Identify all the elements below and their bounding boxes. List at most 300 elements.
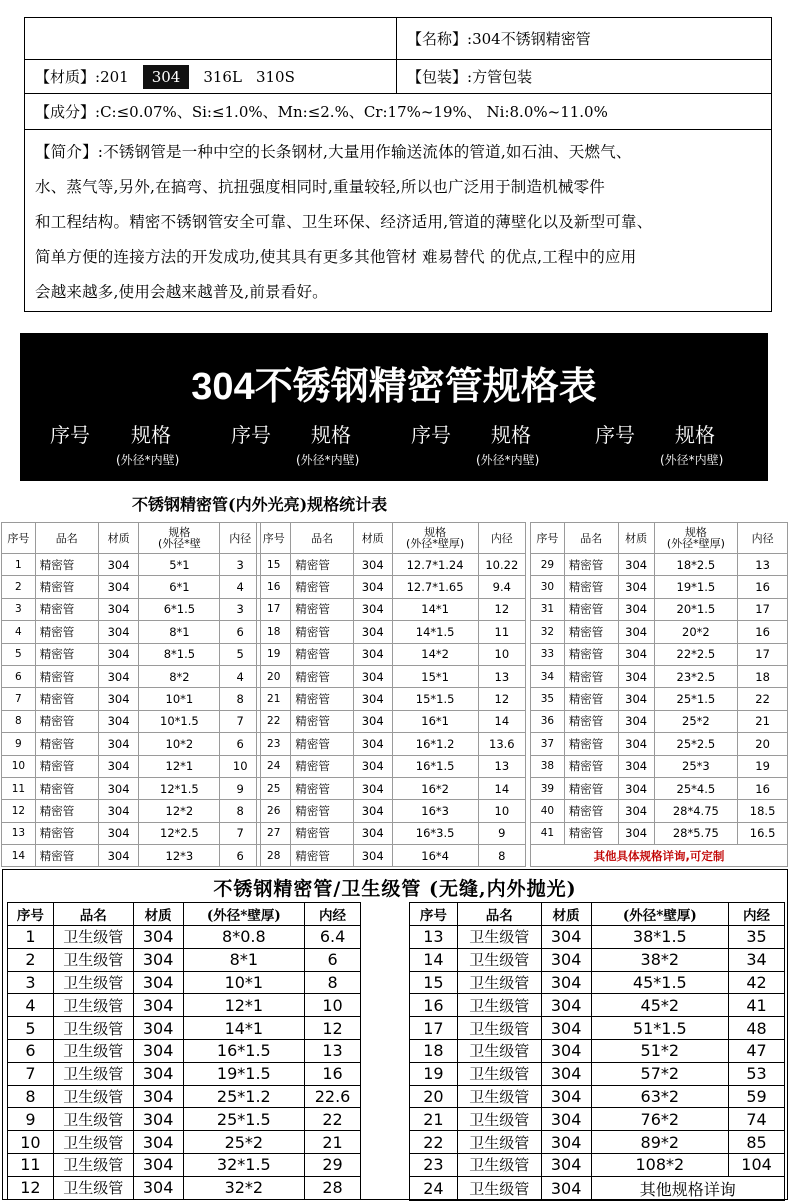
table-header-row: [8, 903, 361, 926]
cell-spec: 45*1.5: [591, 971, 729, 994]
cell-spec: 32*1.5: [183, 1153, 305, 1176]
table-row: [2, 733, 261, 755]
cell-name: 精密管: [291, 643, 353, 665]
cell-material: 304: [618, 822, 654, 844]
cell-name: 卫生级管: [53, 1062, 133, 1085]
cell-seq: 30: [531, 576, 565, 598]
cell-name: 卫生级管: [457, 1062, 541, 1085]
cell-name: 精密管: [35, 621, 98, 643]
cell-seq: 41: [531, 822, 565, 844]
table-row: [531, 665, 788, 687]
table-row: [257, 621, 526, 643]
header-inner-diameter: 内径: [738, 523, 788, 554]
cell-name: 卫生级管: [53, 926, 133, 949]
banner-col-sub: (外径*内壁): [660, 453, 724, 467]
cell-name: 卫生级管: [457, 994, 541, 1017]
header-name: 品名: [564, 523, 618, 554]
cell-inner-diameter: 19: [738, 755, 788, 777]
table-row: [531, 576, 788, 598]
table-row: [531, 755, 788, 777]
cell-name: 精密管: [564, 643, 618, 665]
cell-material: 304: [618, 800, 654, 822]
cell-name: 精密管: [291, 688, 353, 710]
cell-seq: 7: [2, 688, 36, 710]
cell-name: 精密管: [564, 733, 618, 755]
info-package-cell: [397, 60, 771, 93]
cell-seq: 19: [257, 643, 291, 665]
cell-name: 精密管: [564, 688, 618, 710]
cell-spec: 14*2: [392, 643, 478, 665]
cell-seq: 35: [531, 688, 565, 710]
cell-spec: 25*2: [654, 710, 738, 732]
table-row: [8, 1062, 361, 1085]
cell-spec: 20*2: [654, 621, 738, 643]
cell-seq: 15: [410, 971, 458, 994]
cell-name: 精密管: [35, 554, 98, 576]
cell-seq: 8: [8, 1085, 54, 1108]
cell-material: 304: [133, 971, 183, 994]
cell-spec: 5*1: [139, 554, 220, 576]
cell-inner-diameter: 9.4: [478, 576, 525, 598]
cell-name: 精密管: [564, 598, 618, 620]
cell-material: 304: [98, 598, 139, 620]
cell-spec: 25*1.5: [654, 688, 738, 710]
intro-label: 【简介】:: [35, 143, 104, 161]
table-row: [531, 554, 788, 576]
cell-seq: 22: [410, 1131, 458, 1154]
cell-material: 304: [98, 554, 139, 576]
header-inner-diameter: 内经: [305, 903, 361, 926]
cell-seq: 15: [257, 554, 291, 576]
info-name-cell: [397, 18, 771, 59]
table-row: [2, 845, 261, 867]
table-row: [257, 576, 526, 598]
cell-inner-diameter: 104: [729, 1153, 785, 1176]
table-row: [8, 1085, 361, 1108]
cell-material: 304: [133, 1153, 183, 1176]
cell-material: 304: [133, 1085, 183, 1108]
sanitary-tube-table: [2, 869, 788, 1200]
cell-name: 精密管: [35, 777, 98, 799]
cell-material: 304: [133, 948, 183, 971]
cell-name: 精密管: [291, 576, 353, 598]
table1-body-a: [2, 523, 261, 867]
table-row: [257, 665, 526, 687]
cell-material: 304: [133, 1131, 183, 1154]
cell-inner-diameter: 13: [305, 1039, 361, 1062]
cell-spec: 8*1.5: [139, 643, 220, 665]
cell-inner-diameter: 16: [738, 777, 788, 799]
banner-col-sub: (外径*内壁): [296, 453, 360, 467]
name-label: 【名称】:: [407, 30, 473, 48]
cell-seq: 38: [531, 755, 565, 777]
table-header-row: [410, 903, 785, 926]
cell-spec: 18*2.5: [654, 554, 738, 576]
banner-col-spec: 规格: [131, 423, 171, 447]
cell-name: 卫生级管: [53, 1017, 133, 1040]
cell-seq: 11: [8, 1153, 54, 1176]
cell-spec: 10*1.5: [139, 710, 220, 732]
cell-spec: 10*1: [139, 688, 220, 710]
cell-name: 精密管: [35, 710, 98, 732]
table2-title: 不锈钢精密管/卫生级管 (无缝,内外抛光): [213, 878, 577, 900]
cell-inner-diameter: 13.6: [478, 733, 525, 755]
cell-spec-note: 其他规格详询: [591, 1176, 784, 1200]
cell-spec: 8*2: [139, 665, 220, 687]
cell-spec: 14*1.5: [392, 621, 478, 643]
cell-seq: 9: [8, 1108, 54, 1131]
table-row: [2, 822, 261, 844]
cell-seq: 4: [8, 994, 54, 1017]
cell-inner-diameter: 9: [220, 777, 261, 799]
cell-inner-diameter: 11: [478, 621, 525, 643]
cell-inner-diameter: 16: [305, 1062, 361, 1085]
cell-spec: 8*1: [183, 948, 305, 971]
cell-seq: 32: [531, 621, 565, 643]
cell-seq: 4: [2, 621, 36, 643]
cell-material: 304: [618, 598, 654, 620]
cell-seq: 20: [257, 665, 291, 687]
cell-name: 精密管: [291, 598, 353, 620]
cell-inner-diameter: 22.6: [305, 1085, 361, 1108]
table-row: [257, 777, 526, 799]
table-row: [257, 688, 526, 710]
table-row: [410, 971, 785, 994]
cell-seq: 5: [2, 643, 36, 665]
cell-inner-diameter: 18: [738, 665, 788, 687]
cell-name: 卫生级管: [457, 948, 541, 971]
cell-material: 304: [133, 1039, 183, 1062]
cell-spec: 6*1.5: [139, 598, 220, 620]
cell-inner-diameter: 17: [738, 598, 788, 620]
cell-spec: 57*2: [591, 1062, 729, 1085]
table-row: [8, 994, 361, 1017]
cell-spec: 10*1: [183, 971, 305, 994]
table-row: [8, 1131, 361, 1154]
cell-material: 304: [353, 688, 392, 710]
table-row: [8, 1176, 361, 1199]
table-row: [410, 994, 785, 1017]
intro-line: 水、蒸气等,另外,在搞弯、抗扭强度相同时,重量较轻,所以也广泛用于制造机械零件: [35, 178, 606, 196]
cell-material: 304: [133, 994, 183, 1017]
table1-block-b: [256, 522, 526, 867]
composition-value: C:≤0.07%、Si:≤1.0%、Mn:≤2.%、Cr:17%~19%、 Ni:8.0%~11.0%: [100, 103, 608, 121]
table1-body-b: [257, 523, 526, 867]
table-row: [257, 822, 526, 844]
cell-name: 卫生级管: [457, 1039, 541, 1062]
cell-spec: 32*2: [183, 1176, 305, 1199]
cell-seq: 23: [257, 733, 291, 755]
table-row: [2, 576, 261, 598]
cell-material: 304: [541, 1108, 591, 1131]
cell-inner-diameter: 10: [478, 800, 525, 822]
cell-spec: 16*3.5: [392, 822, 478, 844]
cell-seq: 1: [2, 554, 36, 576]
info-row-intro: [25, 130, 771, 311]
cell-name: 卫生级管: [457, 971, 541, 994]
cell-spec: 16*1.5: [392, 755, 478, 777]
cell-seq: 6: [2, 665, 36, 687]
cell-spec: 16*3: [392, 800, 478, 822]
intro-line: 简单方便的连接方法的开发成功,使其具有更多其他管材 难易替代 的优点,工程中的应用: [35, 248, 637, 266]
table-header-row: [2, 523, 261, 554]
cell-material: 304: [353, 665, 392, 687]
cell-seq: 20: [410, 1085, 458, 1108]
header-seq: 序号: [8, 903, 54, 926]
cell-material: 304: [98, 845, 139, 867]
intro-line: 和工程结构。精密不锈钢管安全可靠、卫生环保、经济适用,管道的薄壁化以及新型可靠、: [35, 213, 653, 231]
precision-tube-table: [0, 488, 790, 864]
cell-seq: 24: [257, 755, 291, 777]
table-row: [2, 621, 261, 643]
header-inner-diameter: 内径: [220, 523, 261, 554]
table-row: [257, 733, 526, 755]
table-row: [531, 643, 788, 665]
table-row: [2, 643, 261, 665]
cell-material: 304: [353, 710, 392, 732]
table2-block-b: [409, 902, 785, 1201]
table1-body-c: [531, 523, 788, 867]
cell-name: 精密管: [35, 598, 98, 620]
info-row-material: [25, 60, 771, 94]
cell-inner-diameter: 6: [220, 621, 261, 643]
cell-seq: 1: [8, 926, 54, 949]
cell-spec: 89*2: [591, 1131, 729, 1154]
cell-seq: 24: [410, 1176, 458, 1200]
cell-material: 304: [541, 1153, 591, 1176]
cell-spec: 25*3: [654, 755, 738, 777]
banner-col-seq: 序号: [50, 423, 90, 447]
cell-material: 304: [98, 688, 139, 710]
cell-material: 304: [541, 1176, 591, 1200]
cell-inner-diameter: 85: [729, 1131, 785, 1154]
cell-inner-diameter: 8: [220, 800, 261, 822]
cell-material: 304: [541, 948, 591, 971]
table-row: [8, 948, 361, 971]
cell-inner-diameter: 48: [729, 1017, 785, 1040]
cell-inner-diameter: 13: [478, 665, 525, 687]
banner-col-spec: 规格: [675, 423, 715, 447]
intro-line: 不锈钢管是一种中空的长条钢材,大量用作输送流体的管道,如石油、天燃气、: [103, 143, 632, 161]
cell-spec: 12*2.5: [139, 822, 220, 844]
cell-seq: 12: [8, 1176, 54, 1199]
cell-name: 卫生级管: [457, 1131, 541, 1154]
cell-name: 精密管: [35, 665, 98, 687]
cell-spec: 20*1.5: [654, 598, 738, 620]
cell-name: 精密管: [291, 777, 353, 799]
cell-inner-diameter: 21: [738, 710, 788, 732]
cell-material: 304: [353, 576, 392, 598]
cell-name: 卫生级管: [457, 1017, 541, 1040]
cell-inner-diameter: 13: [478, 755, 525, 777]
table-row: [410, 1039, 785, 1062]
header-material: 材质: [98, 523, 139, 554]
cell-seq: 16: [257, 576, 291, 598]
cell-spec: 38*1.5: [591, 926, 729, 949]
header-name: 品名: [457, 903, 541, 926]
cell-inner-diameter: 22: [305, 1108, 361, 1131]
banner-col-seq: 序号: [595, 423, 635, 447]
cell-inner-diameter: 41: [729, 994, 785, 1017]
cell-seq: 3: [2, 598, 36, 620]
header-inner-diameter: 内经: [729, 903, 785, 926]
table-row: [2, 688, 261, 710]
cell-spec: 14*1: [392, 598, 478, 620]
table1-title: 不锈钢精密管(内外光亮)规格统计表: [132, 495, 388, 514]
cell-material: 304: [541, 971, 591, 994]
cell-material: 304: [618, 621, 654, 643]
cell-name: 精密管: [35, 688, 98, 710]
cell-seq: 9: [2, 733, 36, 755]
cell-material: 304: [618, 733, 654, 755]
cell-seq: 6: [8, 1039, 54, 1062]
cell-seq: 2: [2, 576, 36, 598]
table-header-row: [531, 523, 788, 554]
cell-spec: 12*1: [183, 994, 305, 1017]
table1-block-c: [530, 522, 788, 867]
cell-inner-diameter: 22: [738, 688, 788, 710]
cell-material: 304: [98, 733, 139, 755]
cell-inner-diameter: 28: [305, 1176, 361, 1199]
cell-inner-diameter: 12: [478, 688, 525, 710]
table-row: [531, 598, 788, 620]
cell-inner-diameter: 53: [729, 1062, 785, 1085]
name-value: 304不锈钢精密管: [472, 30, 591, 48]
cell-name: 卫生级管: [53, 1108, 133, 1131]
cell-seq: 10: [8, 1131, 54, 1154]
cell-seq: 21: [410, 1108, 458, 1131]
cell-material: 304: [541, 1085, 591, 1108]
cell-material: 304: [98, 777, 139, 799]
header-inner-diameter: 内径: [478, 523, 525, 554]
cell-seq: 19: [410, 1062, 458, 1085]
cell-seq: 27: [257, 822, 291, 844]
cell-spec: 15*1.5: [392, 688, 478, 710]
cell-inner-diameter: 5: [220, 643, 261, 665]
cell-spec: 51*2: [591, 1039, 729, 1062]
cell-seq: 13: [410, 926, 458, 949]
intro-text: [25, 130, 662, 311]
cell-seq: 36: [531, 710, 565, 732]
cell-inner-diameter: 10: [305, 994, 361, 1017]
cell-seq: 17: [257, 598, 291, 620]
cell-seq: 18: [410, 1039, 458, 1062]
cell-inner-diameter: 18.5: [738, 800, 788, 822]
info-composition-cell: [25, 94, 771, 129]
table-row: [8, 926, 361, 949]
cell-inner-diameter: 35: [729, 926, 785, 949]
material-option-316l[interactable]: 316L: [203, 67, 242, 86]
cell-inner-diameter: 42: [729, 971, 785, 994]
cell-spec: 12*1: [139, 755, 220, 777]
cell-seq: 5: [8, 1017, 54, 1040]
cell-name: 卫生级管: [53, 994, 133, 1017]
cell-material: 304: [618, 777, 654, 799]
cell-name: 精密管: [291, 733, 353, 755]
header-seq: 序号: [531, 523, 565, 554]
material-option-304-selected[interactable]: 304: [143, 65, 190, 89]
table-note-row: [531, 845, 788, 867]
table-row: [410, 1062, 785, 1085]
cell-inner-diameter: 12: [305, 1017, 361, 1040]
cell-name: 精密管: [291, 845, 353, 867]
info-row-name: [25, 18, 771, 60]
cell-spec: 12*1.5: [139, 777, 220, 799]
table-row: [2, 554, 261, 576]
cell-material: 304: [353, 554, 392, 576]
cell-name: 精密管: [564, 710, 618, 732]
intro-line: 会越来越多,使用会越来越普及,前景看好。: [35, 283, 328, 301]
cell-material: 304: [133, 1017, 183, 1040]
material-label: 【材质】:: [35, 68, 101, 86]
cell-inner-diameter: 6.4: [305, 926, 361, 949]
cell-seq: 39: [531, 777, 565, 799]
cell-material: 304: [541, 1017, 591, 1040]
banner-col-seq: 序号: [411, 423, 451, 447]
cell-seq: 14: [2, 845, 36, 867]
table-row: [410, 1085, 785, 1108]
header-name: 品名: [35, 523, 98, 554]
table-row: [531, 777, 788, 799]
cell-name: 精密管: [291, 665, 353, 687]
table-row: [8, 1039, 361, 1062]
cell-seq: 14: [410, 948, 458, 971]
cell-spec: 25*1.5: [183, 1108, 305, 1131]
cell-name: 精密管: [35, 755, 98, 777]
cell-material: 304: [541, 1131, 591, 1154]
header-material: 材质: [541, 903, 591, 926]
cell-inner-diameter: 16.5: [738, 822, 788, 844]
cell-material: 304: [618, 688, 654, 710]
table-row: [2, 598, 261, 620]
cell-material: 304: [618, 710, 654, 732]
cell-inner-diameter: 8: [305, 971, 361, 994]
table-row: [531, 710, 788, 732]
cell-seq: 37: [531, 733, 565, 755]
cell-material: 304: [353, 800, 392, 822]
banner-col-sub: (外径*内壁): [476, 453, 540, 467]
cell-name: 精密管: [291, 621, 353, 643]
header-spec: (外径*壁厚): [183, 903, 305, 926]
cell-material: 304: [98, 576, 139, 598]
cell-material: 304: [353, 822, 392, 844]
header-spec: 规格 (外径*壁厚): [654, 523, 738, 554]
banner-col-seq: 序号: [231, 423, 271, 447]
cell-name: 精密管: [35, 643, 98, 665]
table-row: [410, 1108, 785, 1131]
cell-inner-diameter: 10.22: [478, 554, 525, 576]
header-spec: 规格 (外径*壁厚): [392, 523, 478, 554]
cell-name: 卫生级管: [53, 1153, 133, 1176]
cell-seq: 16: [410, 994, 458, 1017]
material-option-201[interactable]: 201: [100, 67, 129, 86]
cell-inner-diameter: 6: [305, 948, 361, 971]
cell-seq: 8: [2, 710, 36, 732]
cell-material: 304: [98, 822, 139, 844]
banner-col-sub: (外径*内壁): [116, 453, 180, 467]
cell-spec: 45*2: [591, 994, 729, 1017]
table-row: [257, 710, 526, 732]
cell-name: 卫生级管: [53, 1085, 133, 1108]
cell-material: 304: [353, 777, 392, 799]
cell-spec: 12.7*1.24: [392, 554, 478, 576]
composition-label: 【成分】:: [35, 103, 101, 121]
header-spec: 规格 (外径*壁: [139, 523, 220, 554]
cell-material: 304: [133, 926, 183, 949]
material-option-310s[interactable]: 310S: [255, 67, 295, 86]
cell-inner-diameter: 29: [305, 1153, 361, 1176]
table-row: [8, 1153, 361, 1176]
